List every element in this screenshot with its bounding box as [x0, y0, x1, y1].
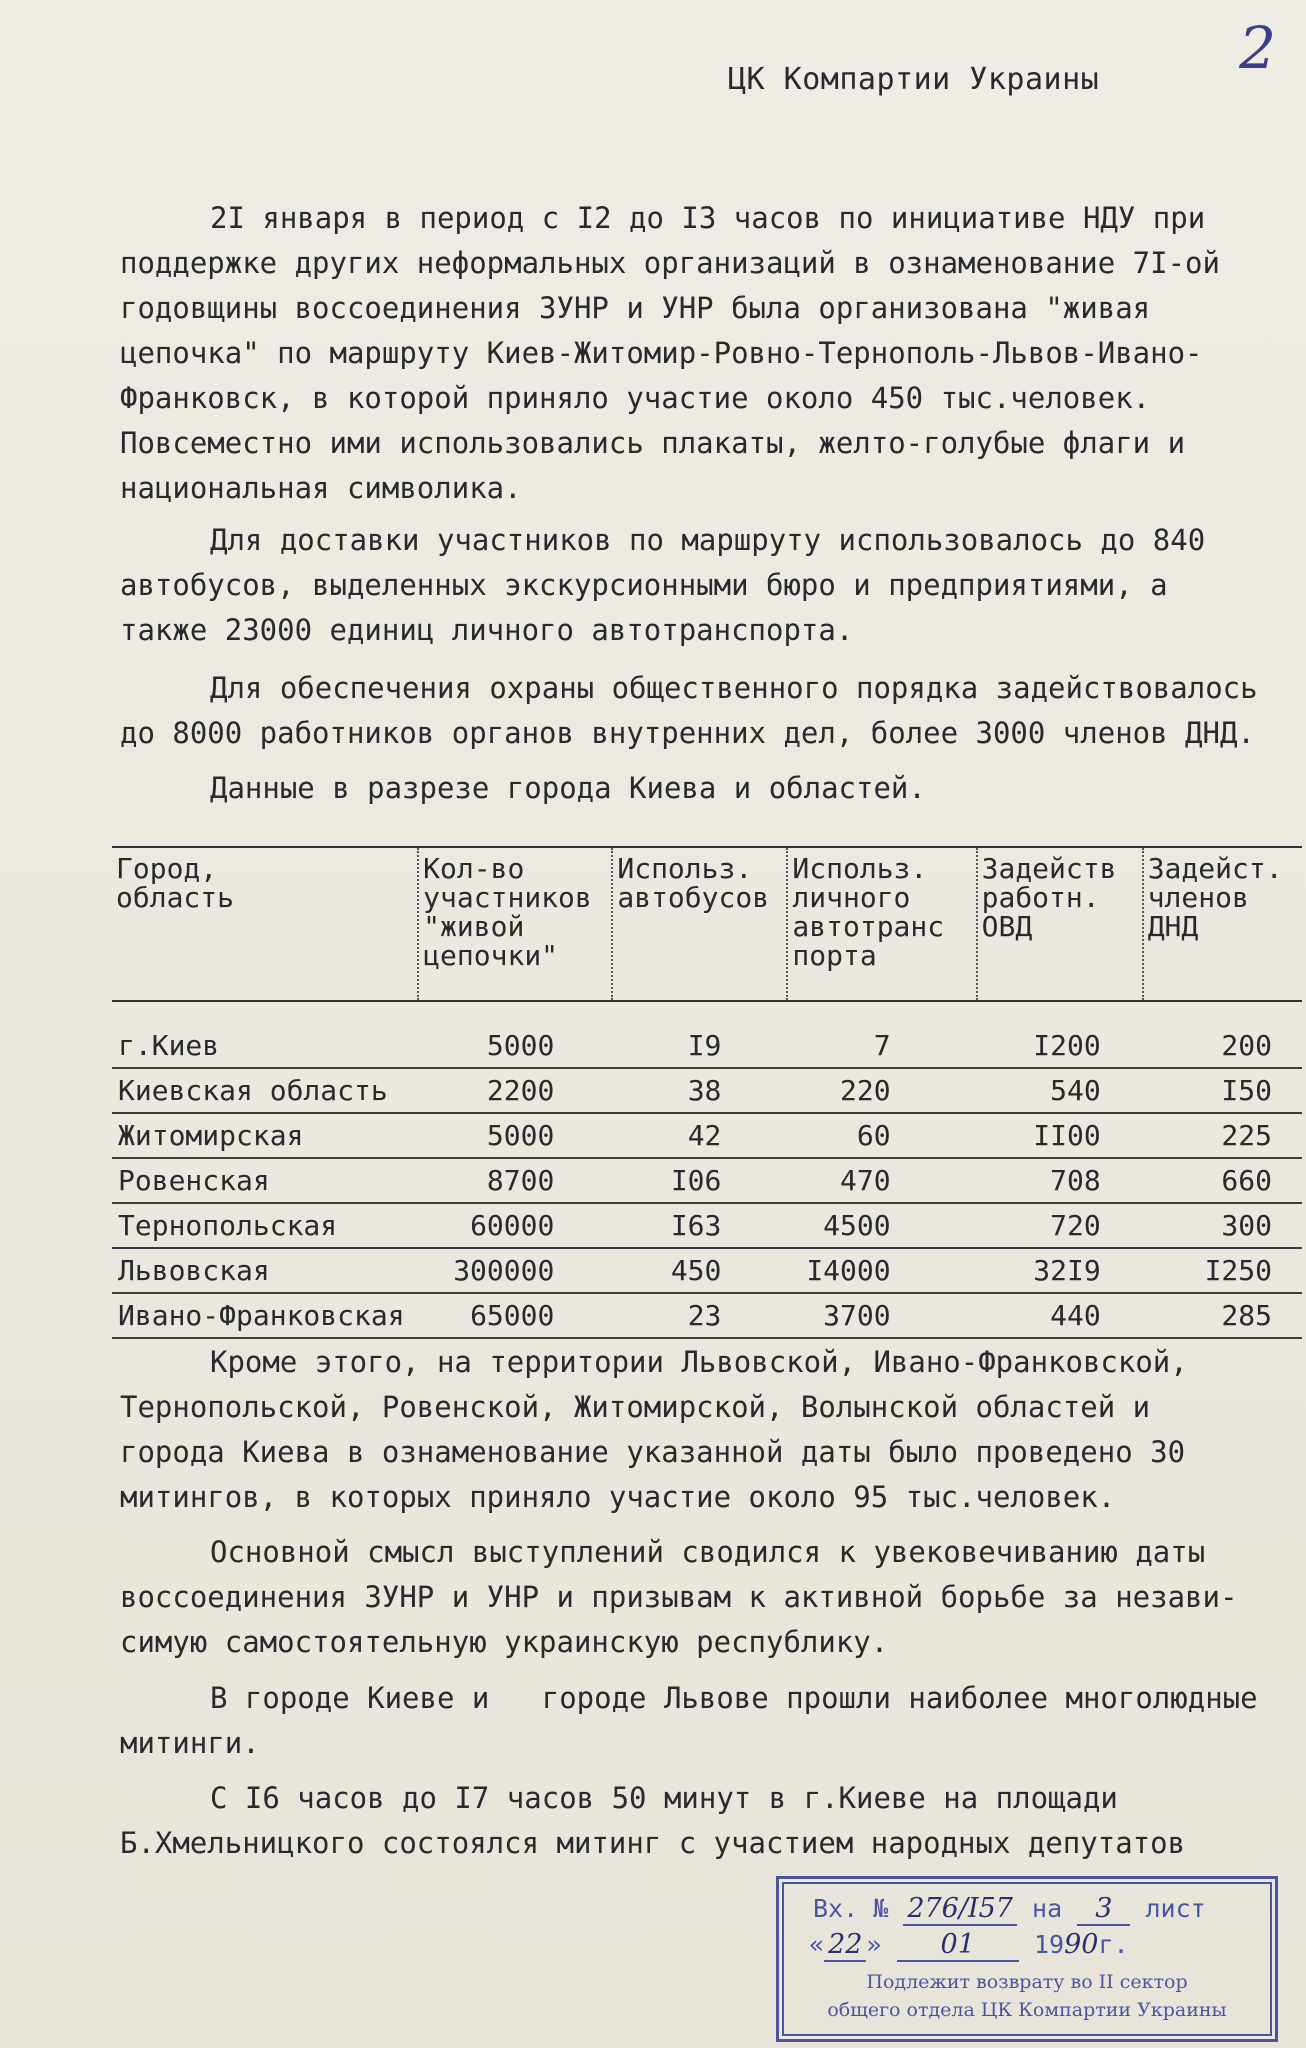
stamp-prefix: Вх. №	[813, 1894, 889, 1923]
cell: 5000	[486, 1119, 555, 1152]
header-police: Задейств работн. ОВД	[977, 847, 1143, 1001]
text-line: Б.Хмельницкого состоялся митинг с участием народных депутатов	[120, 1826, 1186, 1860]
text-line: поддержке других неформальных организаций в ознаменование 7I-ой	[120, 246, 1220, 280]
text-line: Для доставки участников по маршруту использовалось до 840	[210, 523, 1206, 557]
stamp-on: на	[1032, 1894, 1063, 1923]
header-dnd: Задейст. членов ДНД	[1143, 847, 1302, 1001]
header-city: Город, область	[116, 852, 235, 914]
cell: 60	[856, 1119, 891, 1152]
text-line: Повсеместно ими использовались плакаты, желто-голубые флаги и	[120, 426, 1186, 460]
text-line: Тернопольской, Ровенской, Житомирской, Волынской областей и	[120, 1390, 1151, 1424]
header-buses: Использ. автобусов	[612, 847, 787, 1001]
stamp-year-suffix: 90	[1064, 1929, 1099, 1960]
stamp-row-date: « 22 » 01 1990г.	[809, 1929, 1129, 1960]
text-line: национальная символика.	[120, 471, 522, 505]
cell: 720	[1050, 1209, 1101, 1242]
paragraph-5	[120, 1340, 1270, 1520]
cell: Ровенская	[118, 1164, 270, 1197]
cell: 285	[1221, 1299, 1272, 1332]
header-private-transport: Использ. личного автотранс порта	[787, 847, 976, 1001]
cell: 32I9	[1033, 1254, 1101, 1287]
cell: Львовская	[118, 1254, 270, 1287]
cell: I250	[1204, 1254, 1272, 1287]
cell: 8700	[486, 1164, 555, 1197]
table-header-row	[112, 847, 1302, 1001]
table-row	[112, 1068, 1302, 1113]
text-line: Для обеспечения охраны общественного порядка задействовалось	[210, 671, 1258, 705]
text-line: Основной смысл выступлений сводился к увековечиванию даты	[210, 1535, 1206, 1569]
cell: Тернопольская	[118, 1209, 338, 1242]
stamp-year-label: г.	[1098, 1930, 1129, 1959]
cell: 450	[670, 1254, 722, 1287]
text-line: Франковск, в которой приняло участие около 450 тыс.человек.	[120, 381, 1151, 415]
cell: Киевская область	[118, 1074, 388, 1107]
cell: 4500	[823, 1209, 891, 1242]
text-line: симую самостоятельную украинскую республику.	[120, 1625, 889, 1659]
stamp-sheets: 3	[1077, 1893, 1130, 1926]
stamp-note-1: Подлежит возврату во II сектор	[866, 1971, 1188, 1993]
cell: 5000	[486, 1029, 555, 1062]
paragraph-7	[120, 1676, 1270, 1766]
cell: 300	[1221, 1209, 1272, 1242]
cell: 440	[1050, 1299, 1101, 1332]
cell: 2200	[486, 1074, 555, 1107]
paragraph-1	[120, 196, 1270, 511]
text-line: автобусов, выделенных экскурсионными бюро и предприятиями, а	[120, 568, 1168, 602]
cell: 660	[1221, 1164, 1272, 1197]
paragraph-3	[120, 666, 1270, 756]
cell: Ивано-Франковская	[118, 1299, 405, 1332]
paragraph-8	[120, 1776, 1270, 1866]
text-line: митингов, в которых приняло участие около 95 тыс.человек.	[120, 1480, 1116, 1514]
text-line: В городе Киеве и городе Львове прошли наиболее многолюдные	[210, 1681, 1258, 1715]
text-line: Кроме этого, на территории Львовской, Ивано-Франковской,	[210, 1345, 1188, 1379]
text-line: С I6 часов до I7 часов 50 минут в г.Киеве на площади	[210, 1781, 1118, 1815]
cell: г.Киев	[118, 1029, 220, 1062]
stamp-sheets-label: лист	[1145, 1894, 1206, 1923]
text-line: воссоединения ЗУНР и УНР и призывам к активной борьбе за незави-	[120, 1580, 1238, 1614]
cell: I200	[1033, 1029, 1101, 1062]
cell: 225	[1221, 1119, 1272, 1152]
text-line: митинги.	[120, 1726, 260, 1760]
paragraph-4	[120, 766, 1270, 811]
cell: 220	[840, 1074, 891, 1107]
registration-stamp	[776, 1876, 1278, 2042]
cell: I06	[670, 1164, 722, 1197]
cell: Житомирская	[118, 1119, 304, 1152]
cell: 65000	[470, 1299, 555, 1332]
stamp-year-prefix: 19	[1033, 1930, 1065, 1959]
cell: 300000	[453, 1254, 555, 1287]
text-line: годовщины воссоединения ЗУНР и УНР была организована "живая	[120, 291, 1151, 325]
table-row	[112, 1024, 1302, 1068]
table-row	[112, 1113, 1302, 1158]
text-line: до 8000 работников органов внутренних дел, более 3000 членов ДНД.	[120, 716, 1255, 750]
header-participants: Кол-во участников "живой цепочки"	[418, 847, 612, 1001]
text-line: Данные в разрезе города Киева и областей.	[210, 771, 926, 805]
cell: 42	[687, 1119, 722, 1152]
paragraph-6	[120, 1530, 1270, 1665]
cell: 38	[687, 1074, 722, 1107]
cell: 708	[1050, 1164, 1101, 1197]
cell: 540	[1050, 1074, 1101, 1107]
cell: I50	[1221, 1074, 1272, 1107]
paragraph-2	[120, 518, 1270, 653]
text-line: также 23000 единиц личного автотранспорта.	[120, 613, 854, 647]
stamp-month: 01	[897, 1929, 1019, 1962]
text-line: цепочка" по маршруту Киев-Житомир-Ровно-Тернополь-Львов-Ивано-	[120, 336, 1203, 370]
table-row	[112, 1203, 1302, 1248]
cell: 60000	[470, 1209, 555, 1242]
stamp-row-number	[813, 1893, 1206, 1924]
table-row	[112, 1248, 1302, 1293]
cell: 470	[840, 1164, 891, 1197]
cell: I4000	[806, 1254, 891, 1287]
cell: 23	[687, 1299, 722, 1332]
stamp-note-2: общего отдела ЦК Компартии Украины	[827, 1999, 1227, 2021]
cell: 200	[1221, 1029, 1272, 1062]
cell: 3700	[823, 1299, 891, 1332]
stamp-incoming-number: 276/I57	[903, 1893, 1017, 1926]
cell: I63	[670, 1209, 722, 1242]
cell: I9	[687, 1029, 722, 1062]
table-spacer	[112, 1001, 1302, 1024]
cell: II00	[1033, 1119, 1101, 1152]
text-line: 2I января в период с I2 до I3 часов по инициативе НДУ при	[210, 201, 1206, 235]
table-row	[112, 1158, 1302, 1203]
table-row	[112, 1293, 1302, 1338]
data-table	[112, 846, 1302, 1339]
stamp-day: 22	[824, 1929, 866, 1962]
handwritten-page-number: 2	[1239, 14, 1276, 82]
text-line: города Киева в ознаменование указанной даты было проведено 30	[120, 1435, 1186, 1469]
cell: 7	[873, 1029, 891, 1062]
addressee: ЦК Компартии Украины	[728, 62, 1100, 97]
